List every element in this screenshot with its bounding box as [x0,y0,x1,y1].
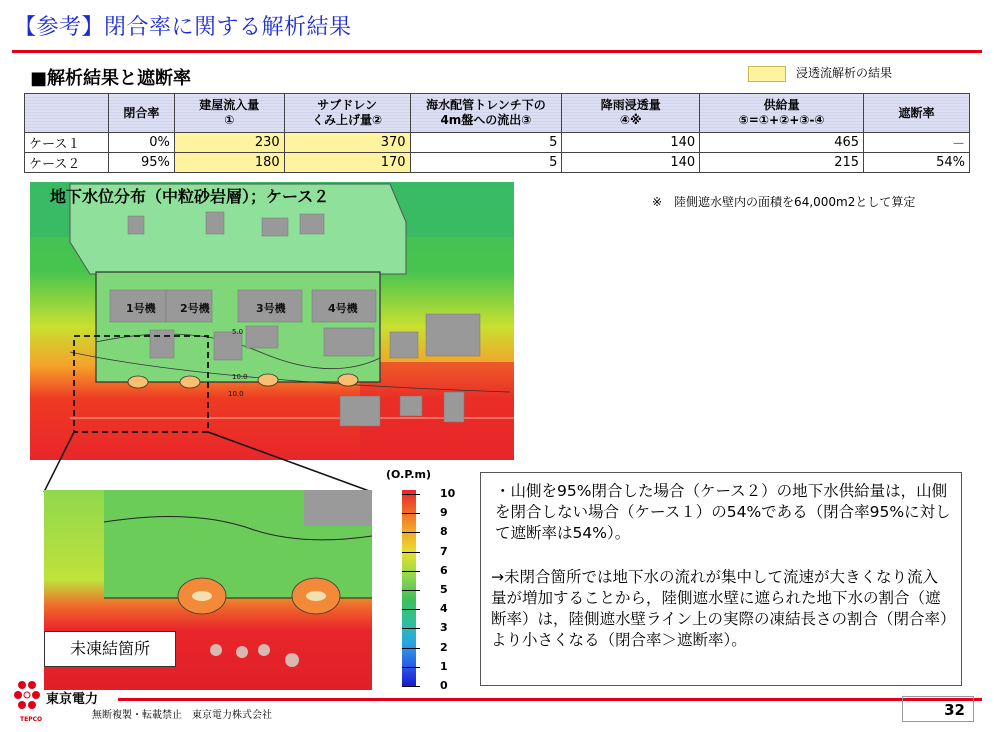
table-cell: 215 [700,153,864,173]
header-cell: 建屋流入量 ① [174,94,284,133]
scale-tick-mark [402,686,420,687]
contour-label: 5.0 [232,328,244,336]
unit-label: 2号機 [180,302,210,315]
scale-tick-mark [402,571,420,572]
scale-tick-mark [402,590,420,591]
unfrozen-section-label: 未凍結箇所 [44,631,176,667]
table-cell: － [864,133,970,153]
scale-tick-mark [402,513,420,514]
table-cell: 140 [562,133,700,153]
header-cell: 降雨浸透量 ④※ [562,94,700,133]
footer-rule [118,698,982,701]
scale-unit: (O.P.m) [386,468,432,481]
table-cell: 170 [284,153,410,173]
scale-tick-label: 8 [440,525,448,539]
table-cell: 465 [700,133,864,153]
tepco-wordmark: TEPCO [20,716,43,723]
scale-tick-mark [402,494,420,495]
scale-tick-label: 10 [440,487,456,500]
scale-tick-label: 3 [440,621,448,635]
scale-tick-mark [402,667,420,668]
explanation-point-2: →未閉合箇所では地下水の流れが集中して流速が大きくなり流入量が増加することから，陸側遮水壁に遮られた地下水の割合（遮断率）は，陸側遮水壁ライン上の実際の凍結長さの割合（閉合率）より小さくなる（閉合率＞遮断率）。 [491,568,948,649]
company-logo-text: 東京電力 [46,692,99,707]
scale-tick-label: 1 [440,659,448,673]
scale-tick-mark [402,648,420,649]
explanation-point-1: ・山側を95%閉合した場合（ケース２）の地下水供給量は，山側を閉合しない場合（ケース１）の54%である（閉合率95%に対して遮断率は54%）。 [495,482,951,542]
copyright: 無断複製・転載禁止 東京電力株式会社 [92,710,272,721]
header-cell: 閉合率 [108,94,174,133]
scale-tick-label: 4 [440,602,448,616]
map-title: 地下水位分布（中粒砂岩層）；ケース２ [50,187,330,206]
table-cell: 95% [108,153,174,173]
unit-label: 1号機 [126,302,156,315]
scale-tick-mark [402,552,420,553]
table-cell: 370 [284,133,410,153]
unit-label: 3号機 [256,302,286,315]
page-number: 32 [902,696,974,722]
header-cell: 海水配管トレンチ下の 4m盤への流出③ [410,94,562,133]
table-cell: 230 [174,133,284,153]
unit-label: 4号機 [328,302,358,315]
scale-tick-label: 5 [440,583,448,596]
scale-tick-label: 0 [440,679,448,692]
tepco-logo-icon [14,679,46,719]
table-cell: 0% [108,133,174,153]
scale-tick-label: 7 [440,544,448,558]
area-note: ※ 陸側遮水壁内の面積を64,000m2として算定 [652,195,916,209]
table-cell: 180 [174,153,284,173]
header-cell: 遮断率 [864,94,970,133]
scale-tick-mark [402,532,420,533]
contour-label: 10.0 [228,390,244,398]
header-cell: サブドレン くみ上げ量② [284,94,410,133]
scale-tick-label: 2 [440,640,448,654]
scale-tick-mark [402,609,420,610]
table-cell: 140 [562,153,700,173]
section-heading: ■解析結果と遮断率 [30,68,192,89]
table-cell: 5 [410,133,562,153]
contour-label: 10.0 [232,373,248,381]
scale-tick-label: 9 [440,506,448,520]
explanation-box [480,472,962,686]
scale-tick-mark [402,628,420,629]
table-cell: ケース１ [25,133,109,153]
table-cell: ケース２ [25,153,109,173]
table-cell: 54% [864,153,970,173]
color-scale-bar [402,490,416,686]
scale-tick-label: 6 [440,563,448,577]
legend-label: 浸透流解析の結果 [796,66,893,80]
table-cell: 5 [410,153,562,173]
page-title: 【参考】閉合率に関する解析結果 [14,15,352,40]
header-cell: 供給量 ⑤=①+②+③-④ [700,94,864,133]
